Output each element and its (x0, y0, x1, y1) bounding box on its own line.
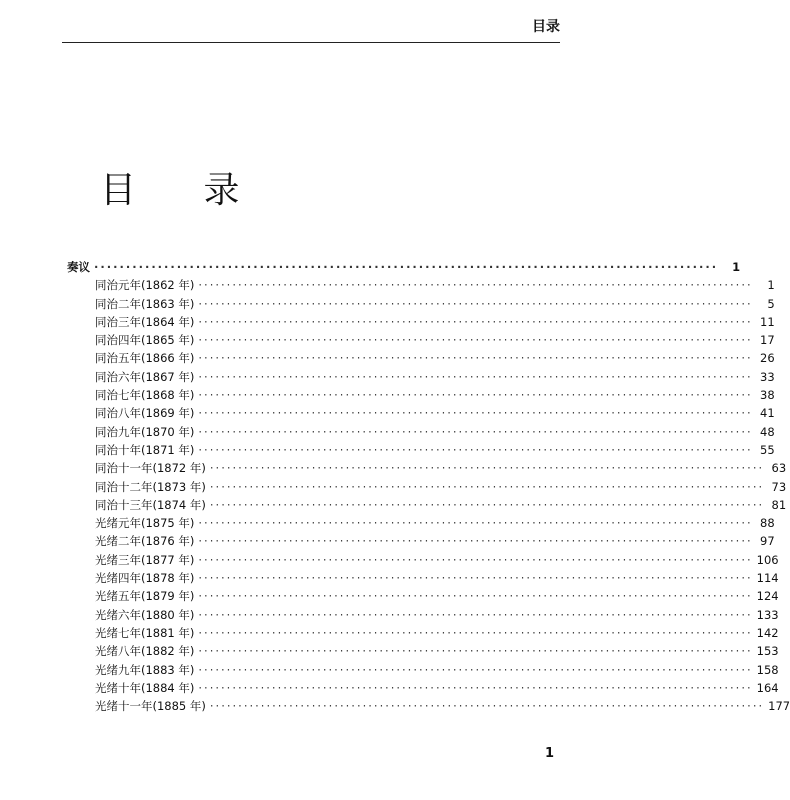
toc-entry-page: 1 (767, 278, 775, 293)
toc-entry-row[interactable] (67, 642, 779, 660)
toc-entry-label: 同治元年(1862 年) (95, 278, 195, 293)
toc-leader-dots: ·································································································· (198, 388, 753, 403)
toc-entry-label: 光绪二年(1876 年) (95, 534, 195, 549)
toc-entry-row[interactable] (67, 459, 787, 477)
toc-entry-page: 158 (756, 662, 779, 677)
toc-entry-page: 55 (760, 442, 775, 457)
toc-entry-label: 同治二年(1863 年) (95, 296, 195, 311)
header-rule (62, 42, 560, 43)
toc-leader-dots: ·································································································· (198, 516, 753, 531)
toc-entry-label: 同治十三年(1874 年) (95, 497, 206, 512)
toc-entry-page: 48 (760, 424, 775, 439)
toc-entry-page: 63 (771, 461, 787, 476)
toc-entry-page: 11 (760, 314, 775, 329)
toc-entry-label: 同治五年(1866 年) (95, 351, 195, 366)
toc-leader-dots: ·································································································· (209, 461, 765, 476)
toc-entries (67, 276, 790, 715)
toc-entry-page: 124 (756, 589, 779, 604)
toc-entry-label: 光绪四年(1878 年) (95, 571, 195, 586)
toc-entry-row[interactable] (67, 478, 787, 496)
toc-entry-page: 41 (760, 406, 775, 421)
toc-entry-label: 光绪五年(1879 年) (95, 589, 195, 604)
page-number: 1 (544, 746, 554, 761)
toc-entry-page: 114 (756, 571, 779, 586)
toc-entry-page: 97 (760, 534, 775, 549)
toc-leader-dots: ·································································································· (94, 260, 719, 274)
toc-leader-dots: ·································································································· (198, 314, 753, 329)
toc-entry-row[interactable] (67, 587, 779, 605)
toc-entry-page: 153 (756, 644, 779, 659)
toc-leader-dots: ·································································································· (198, 333, 753, 348)
toc-entry-label: 光绪三年(1877 年) (95, 552, 195, 567)
toc-entry-page: 177 (768, 699, 790, 714)
toc-entry-label: 光绪七年(1881 年) (95, 625, 195, 640)
toc-entry-label: 光绪九年(1883 年) (95, 662, 195, 677)
toc-entry-row[interactable] (67, 624, 779, 642)
toc-entry-row[interactable] (67, 441, 775, 459)
toc-entry-label: 同治六年(1867 年) (95, 369, 195, 384)
toc-entry-row[interactable] (67, 295, 775, 313)
toc-entry-page: 5 (767, 296, 775, 311)
toc-entry-row[interactable] (67, 404, 775, 422)
toc-leader-dots: ·································································································· (198, 589, 753, 604)
toc-entry-label: 同治十一年(1872 年) (95, 461, 206, 476)
toc-entry-page: 106 (756, 552, 779, 567)
toc-leader-dots: ·································································································· (198, 406, 753, 421)
toc-section-label: 奏议 (67, 260, 90, 274)
toc-entry-row[interactable] (67, 368, 775, 386)
toc-entry-row[interactable] (67, 386, 775, 404)
toc-entry-row[interactable] (67, 697, 790, 715)
running-head: 目录 (532, 19, 560, 35)
toc-leader-dots: ·································································································· (198, 552, 753, 567)
toc-entry-label: 同治十二年(1873 年) (95, 479, 206, 494)
toc-entry-label: 同治十年(1871 年) (95, 442, 195, 457)
toc-leader-dots: ·································································································· (198, 680, 753, 695)
toc-entry-page: 164 (756, 680, 779, 695)
toc-entry-page: 81 (771, 497, 787, 512)
toc-leader-dots: ·································································································· (198, 442, 753, 457)
toc-entry-row[interactable] (67, 423, 775, 441)
page-title: 目 录 (100, 170, 268, 212)
toc-section-page: 1 (732, 260, 741, 274)
toc-entry-label: 同治七年(1868 年) (95, 388, 195, 403)
toc-entry-row[interactable] (67, 679, 779, 697)
toc-entry-row[interactable] (67, 313, 775, 331)
toc-entry-label: 光绪十一年(1885 年) (95, 699, 206, 714)
toc-leader-dots: ·································································································· (198, 424, 753, 439)
table-of-contents (67, 258, 790, 715)
toc-entry-page: 73 (771, 479, 787, 494)
toc-entry-label: 同治九年(1870 年) (95, 424, 195, 439)
toc-leader-dots: ·································································································· (209, 497, 765, 512)
toc-entry-page: 26 (760, 351, 775, 366)
toc-leader-dots: ·································································································· (209, 699, 765, 714)
toc-entry-label: 光绪元年(1875 年) (95, 516, 195, 531)
toc-leader-dots: ·································································································· (198, 644, 753, 659)
toc-entry-row[interactable] (67, 276, 775, 294)
toc-entry-row[interactable] (67, 569, 779, 587)
toc-entry-label: 同治三年(1864 年) (95, 314, 195, 329)
toc-entry-label: 光绪十年(1884 年) (95, 680, 195, 695)
toc-entry-page: 17 (760, 333, 775, 348)
toc-entry-row[interactable] (67, 331, 775, 349)
toc-entry-page: 142 (756, 625, 779, 640)
toc-entry-page: 133 (756, 607, 779, 622)
toc-entry-row[interactable] (67, 606, 779, 624)
toc-entry-row[interactable] (67, 532, 775, 550)
toc-leader-dots: ·································································································· (198, 278, 753, 293)
toc-leader-dots: ·································································································· (198, 607, 753, 622)
toc-entry-label: 光绪八年(1882 年) (95, 644, 195, 659)
toc-entry-label: 光绪六年(1880 年) (95, 607, 195, 622)
toc-leader-dots: ·································································································· (198, 296, 753, 311)
toc-leader-dots: ·································································································· (198, 625, 753, 640)
toc-leader-dots: ·································································································· (198, 662, 753, 677)
toc-leader-dots: ·································································································· (198, 571, 753, 586)
toc-entry-row[interactable] (67, 496, 787, 514)
toc-entry-label: 同治八年(1869 年) (95, 406, 195, 421)
toc-leader-dots: ·································································································· (209, 479, 765, 494)
toc-entry-page: 38 (760, 388, 775, 403)
toc-entry-page: 88 (760, 516, 775, 531)
toc-section-row[interactable] (67, 258, 741, 276)
toc-entry-row[interactable] (67, 514, 775, 532)
toc-entry-row[interactable] (67, 661, 779, 679)
toc-entry-page: 33 (760, 369, 775, 384)
toc-entry-row[interactable] (67, 349, 775, 367)
toc-leader-dots: ·································································································· (198, 534, 753, 549)
toc-leader-dots: ·································································································· (198, 369, 753, 384)
toc-entry-label: 同治四年(1865 年) (95, 333, 195, 348)
toc-leader-dots: ·································································································· (198, 351, 753, 366)
toc-entry-row[interactable] (67, 551, 779, 569)
